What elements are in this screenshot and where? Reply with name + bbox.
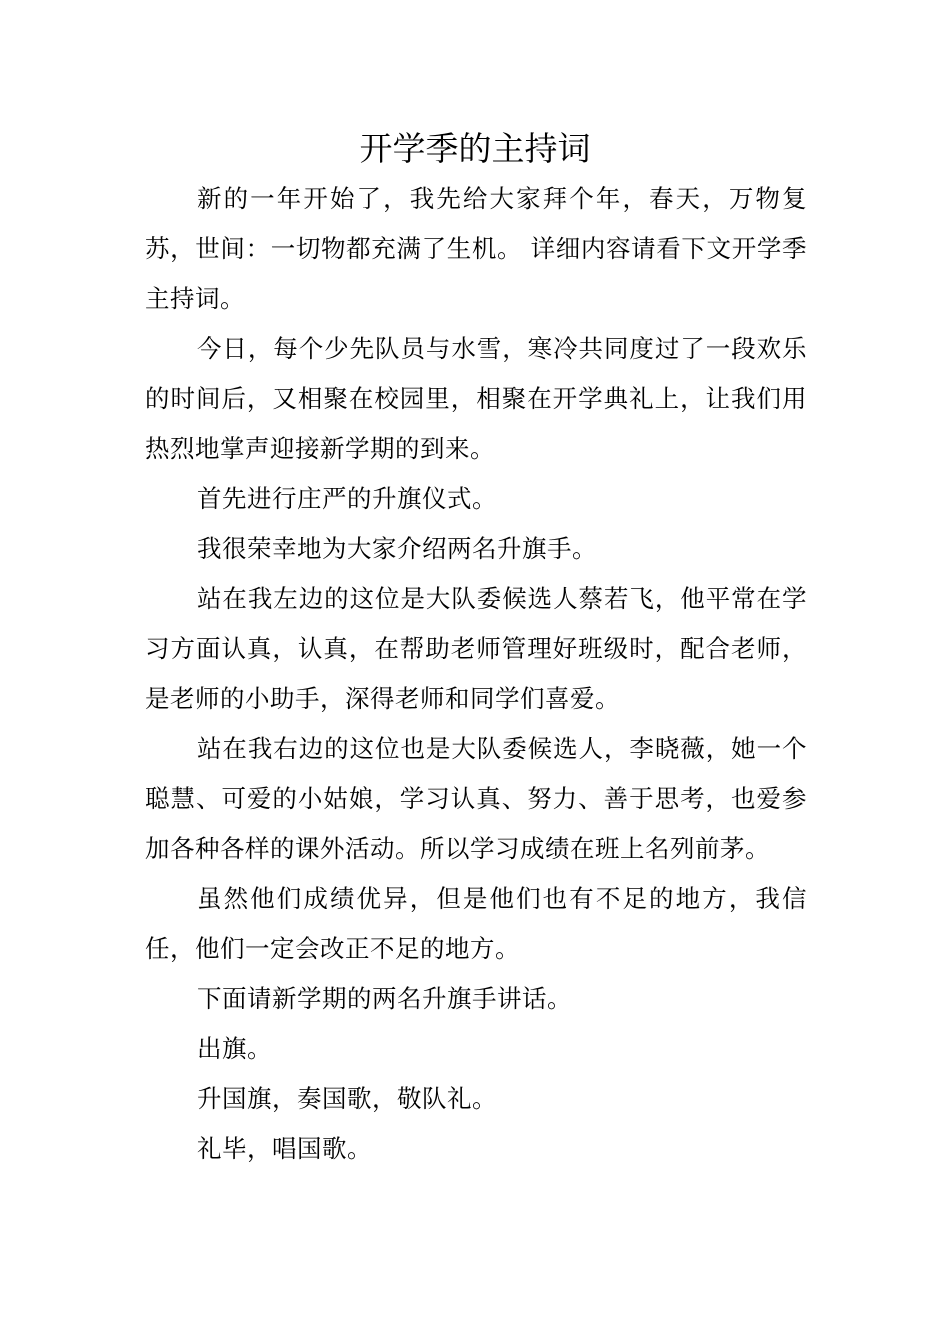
paragraph-introduce-flag-bearers: 我很荣幸地为大家介绍两名升旗手。 xyxy=(197,534,597,563)
paragraph-opening: 新的一年开始了，我先给大家拜个年，春天，万物复苏，世间：一切物都充满了生机。 详细内容请看下文开学季主持词。 xyxy=(145,184,807,313)
paragraph-welcome: 今日，每个少先队员与水雪，寒冷共同度过了一段欢乐的时间后，又相聚在校园里，相聚在开学典礼上，让我们用热烈地掌声迎接新学期的到来。 xyxy=(145,334,807,463)
paragraph-raise-flag: 升国旗，奏国歌，敬队礼。 xyxy=(197,1084,497,1113)
paragraph-left-flag-bearer: 站在我左边的这位是大队委候选人蔡若飞，他平常在学习方面认真，认真，在帮助老师管理好班级时，配合老师，是老师的小助手，深得老师和同学们喜爱。 xyxy=(145,584,807,713)
paragraph-flag-ceremony: 首先进行庄严的升旗仪式。 xyxy=(197,484,497,513)
document-title: 开学季的主持词 xyxy=(359,129,591,168)
paragraph-flag-out: 出旗。 xyxy=(197,1034,272,1063)
paragraph-sing-anthem: 礼毕，唱国歌。 xyxy=(197,1134,372,1163)
paragraph-shortcomings: 虽然他们成绩优异，但是他们也有不足的地方，我信任，他们一定会改正不足的地方。 xyxy=(145,884,807,963)
document-body xyxy=(145,174,807,1174)
paragraph-right-flag-bearer: 站在我右边的这位也是大队委候选人，李晓薇，她一个聪慧、可爱的小姑娘，学习认真、努力、善于思考，也爱参加各种各样的课外活动。所以学习成绩在班上名列前茅。 xyxy=(145,734,807,863)
paragraph-speech: 下面请新学期的两名升旗手讲话。 xyxy=(197,984,572,1013)
